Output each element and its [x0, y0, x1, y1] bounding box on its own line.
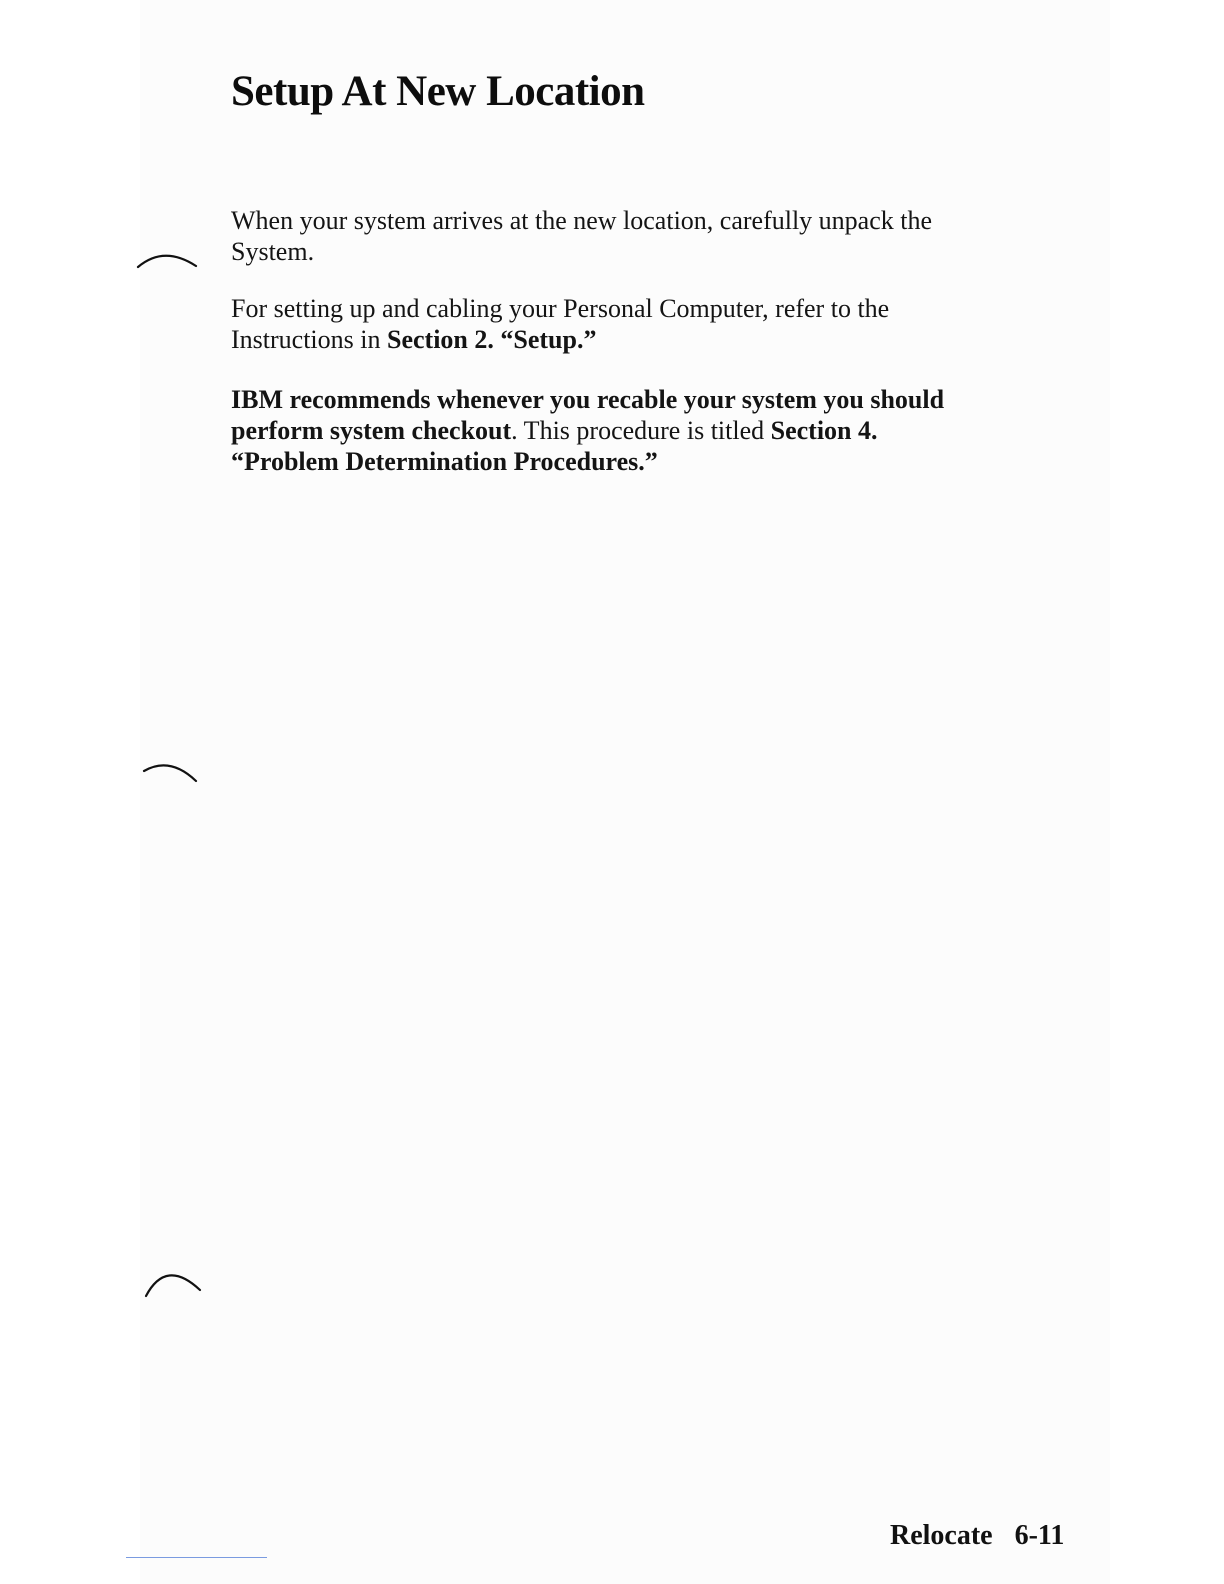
paragraph-cabling-line1: For setting up and cabling your Personal Computer, refer to the: [231, 294, 890, 323]
binder-hole-arc-icon: [136, 754, 206, 794]
paragraph-unpack-line1: When your system arrives at the new location, carefully unpack the: [231, 206, 933, 235]
problem-determination-title: “Problem Determination Procedures.”: [231, 447, 658, 476]
section-2-reference: Section 2. “Setup.”: [387, 325, 597, 354]
paragraph-unpack: [231, 205, 1091, 267]
paragraph-cabling-line2-text: Instructions in: [231, 325, 387, 354]
footer-page-number: 6-11: [1014, 1520, 1065, 1551]
page-footer: [890, 1518, 1064, 1554]
footer-section-name: Relocate: [890, 1520, 993, 1551]
paragraph-recommendation: [231, 384, 1091, 477]
paragraph-unpack-line2: System.: [231, 237, 315, 266]
recommendation-line2-text: . This procedure is titled: [511, 416, 771, 445]
paragraph-cabling: [231, 293, 1091, 355]
scan-edge-line: [126, 1557, 267, 1558]
system-checkout-text: perform system checkout: [231, 416, 512, 445]
section-4-reference: Section 4.: [770, 416, 878, 445]
binder-hole-arc-icon: [136, 240, 206, 280]
page-title: Setup At New Location: [231, 68, 645, 115]
recommendation-line1: IBM recommends whenever you recable your system you should: [231, 385, 945, 414]
binder-hole-arc-icon: [136, 1260, 206, 1300]
